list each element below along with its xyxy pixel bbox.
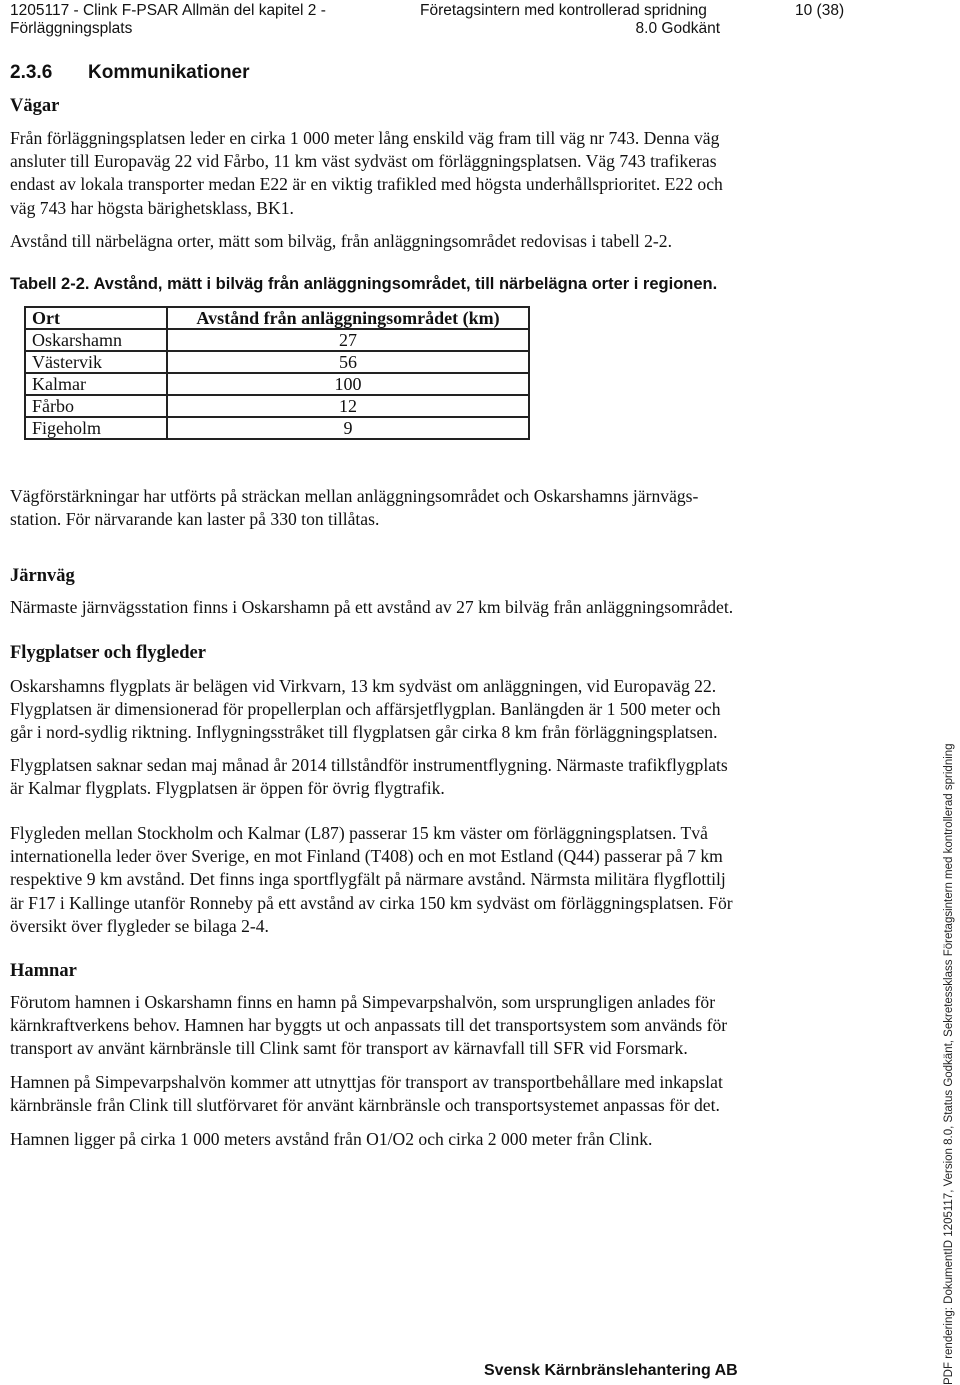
cell-avstand: 27 [167,329,529,351]
text-line: station. För närvarande kan laster på 330 ton tillåtas. [10,509,380,530]
text-line: översikt över flygleder se bilaga 2-4. [10,915,269,936]
text-line: Från förläggningsplatsen leder en cirka 1 000 meter lång enskild väg fram till väg nr 743. Denna väg [10,128,720,148]
table-row [25,373,529,395]
paragraph-vagar [10,127,723,220]
paragraph-avstand-hamn: Hamnen ligger på cirka 1 000 meters avstånd från O1/O2 och cirka 2 000 meter från Clink. [10,1129,653,1149]
text-line: internationella leder över Sverige, en mot Finland (T408) och en mot Estland (Q44) passerar på 7 km [10,846,723,867]
cell-ort: Oskarshamn [25,329,167,351]
table-row [25,351,529,373]
table-row [25,329,529,351]
paragraph-instrumentflygning [10,754,728,800]
table-caption: Tabell 2-2. Avstånd, mätt i bilväg från anläggningsområdet, till närbelägna orter i regionen. [10,275,718,293]
paragraph-hamnar [10,991,727,1061]
paragraph-vagforstarkning [10,485,698,531]
section-title: Kommunikationer [88,62,250,83]
paragraph-simpevarp [10,1071,723,1117]
heading-vagar: Vägar [10,96,60,116]
cell-ort: Kalmar [25,373,167,395]
section-number: 2.3.6 [10,62,53,83]
text-line: respektive 9 km avstånd. Det finns inga sportflygfält på närmare avstånd. Närmsta militära flygflottilj [10,869,726,890]
text-line: Vägförstärkningar har utförts på sträckan mellan anläggningsområdet och Oskarshamns järnvägs- [10,486,699,506]
text-line: Flygplatsen saknar sedan maj månad år 2014 tillståndför instrumentflygning. Närmaste trafikflygplats [10,755,728,775]
heading-hamnar: Hamnar [10,961,77,981]
text-line: Oskarshamns flygplats är belägen vid Virkvarn, 13 km sydväst om anläggningen, vid Europaväg 22. [10,676,717,696]
doc-title-line2: Förläggningsplats [10,20,133,37]
text-line: går i nord-sydlig riktning. Inflygningsstråket till flygplatsen går cirka 8 km från förläggningsplatsen. [10,722,718,743]
paragraph-avstand: Avstånd till närbelägna orter, mätt som bilväg, från anläggningsområdet redovisas i tabell 2-2. [10,231,672,251]
cell-avstand: 56 [167,351,529,373]
text-line: kärnbränsle från Clink till slutförvaret för använt kärnbränsle och transportsystemet anpassas för det. [10,1095,720,1116]
cell-avstand: 12 [167,395,529,417]
version-status: 8.0 Godkänt [635,20,720,37]
column-header-avstand: Avstånd från anläggningsområdet (km) [167,307,529,329]
classification-label: Företagsintern med kontrollerad spridning [420,2,707,19]
cell-ort: Västervik [25,351,167,373]
text-line: kärnkraftverkens behov. Hamnen har byggts ut och anpassats till det transportsystem som används för [10,1015,728,1036]
cell-ort: Fårbo [25,395,167,417]
text-line: är Kalmar flygplats. Flygplatsen är öppen för övrig flygtrafik. [10,778,445,799]
cell-avstand: 100 [167,373,529,395]
text-line: Förutom hamnen i Oskarshamn finns en hamn på Simpevarpshalvön, som ursprungligen anlades för [10,992,716,1012]
cell-ort: Figeholm [25,417,167,439]
heading-jarnvag: Järnväg [10,566,75,586]
page-number: 10 (38) [795,2,845,19]
text-line: Hamnen på Simpevarpshalvön kommer att utnyttjas för transport av transportbehållare med inkapslat [10,1072,723,1092]
text-line: är F17 i Kallinge utanför Ronneby på ett avstånd av cirka 150 km sydväst om förläggningsplatsen. För [10,892,733,913]
paragraph-jarnvag: Närmaste järnvägsstation finns i Oskarshamn på ett avstånd av 27 km bilväg från anläggningsområdet. [10,597,734,617]
column-header-ort: Ort [25,307,167,329]
table-header-row [25,307,529,329]
paragraph-flygplats [10,675,721,745]
table-row [25,395,529,417]
doc-title-line1: 1205117 - Clink F-PSAR Allmän del kapitel 2 - [10,2,326,19]
paragraph-flygleder [10,822,733,938]
distance-table [24,306,530,440]
text-line: ansluter till Europaväg 22 vid Fårbo, 11 km väst sydväst om förläggningsplatsen. Väg 743 trafikeras [10,151,717,172]
heading-flyg: Flygplatser och flygleder [10,643,206,663]
text-line: Flygplatsen är dimensionerad för propellerplan och affärsjetflygplan. Banlängden är 1 500 meter och [10,699,721,720]
text-line: Flygleden mellan Stockholm och Kalmar (L87) passerar 15 km väster om förläggningsplatsen. Två [10,823,708,843]
text-line: endast av lokala transporter medan E22 är en viktig trafikled med högsta underhållsprioritet. E22 och [10,174,723,195]
footer-company: Svensk Kärnbränslehantering AB [484,1362,738,1379]
text-line: transport av använt kärnbränsle till Clink samt för transport av kärnavfall till SFR vid Forsmark. [10,1038,688,1059]
text-line: väg 743 har högsta bärighetsklass, BK1. [10,197,294,218]
cell-avstand: 9 [167,417,529,439]
table-row [25,417,529,439]
pdf-rendering-sidebar: PDF rendering: DokumentID 1205117, Version 8.0, Status Godkänt, Sekretessklass Företagsintern med kontrollerad spridning [943,743,955,1385]
